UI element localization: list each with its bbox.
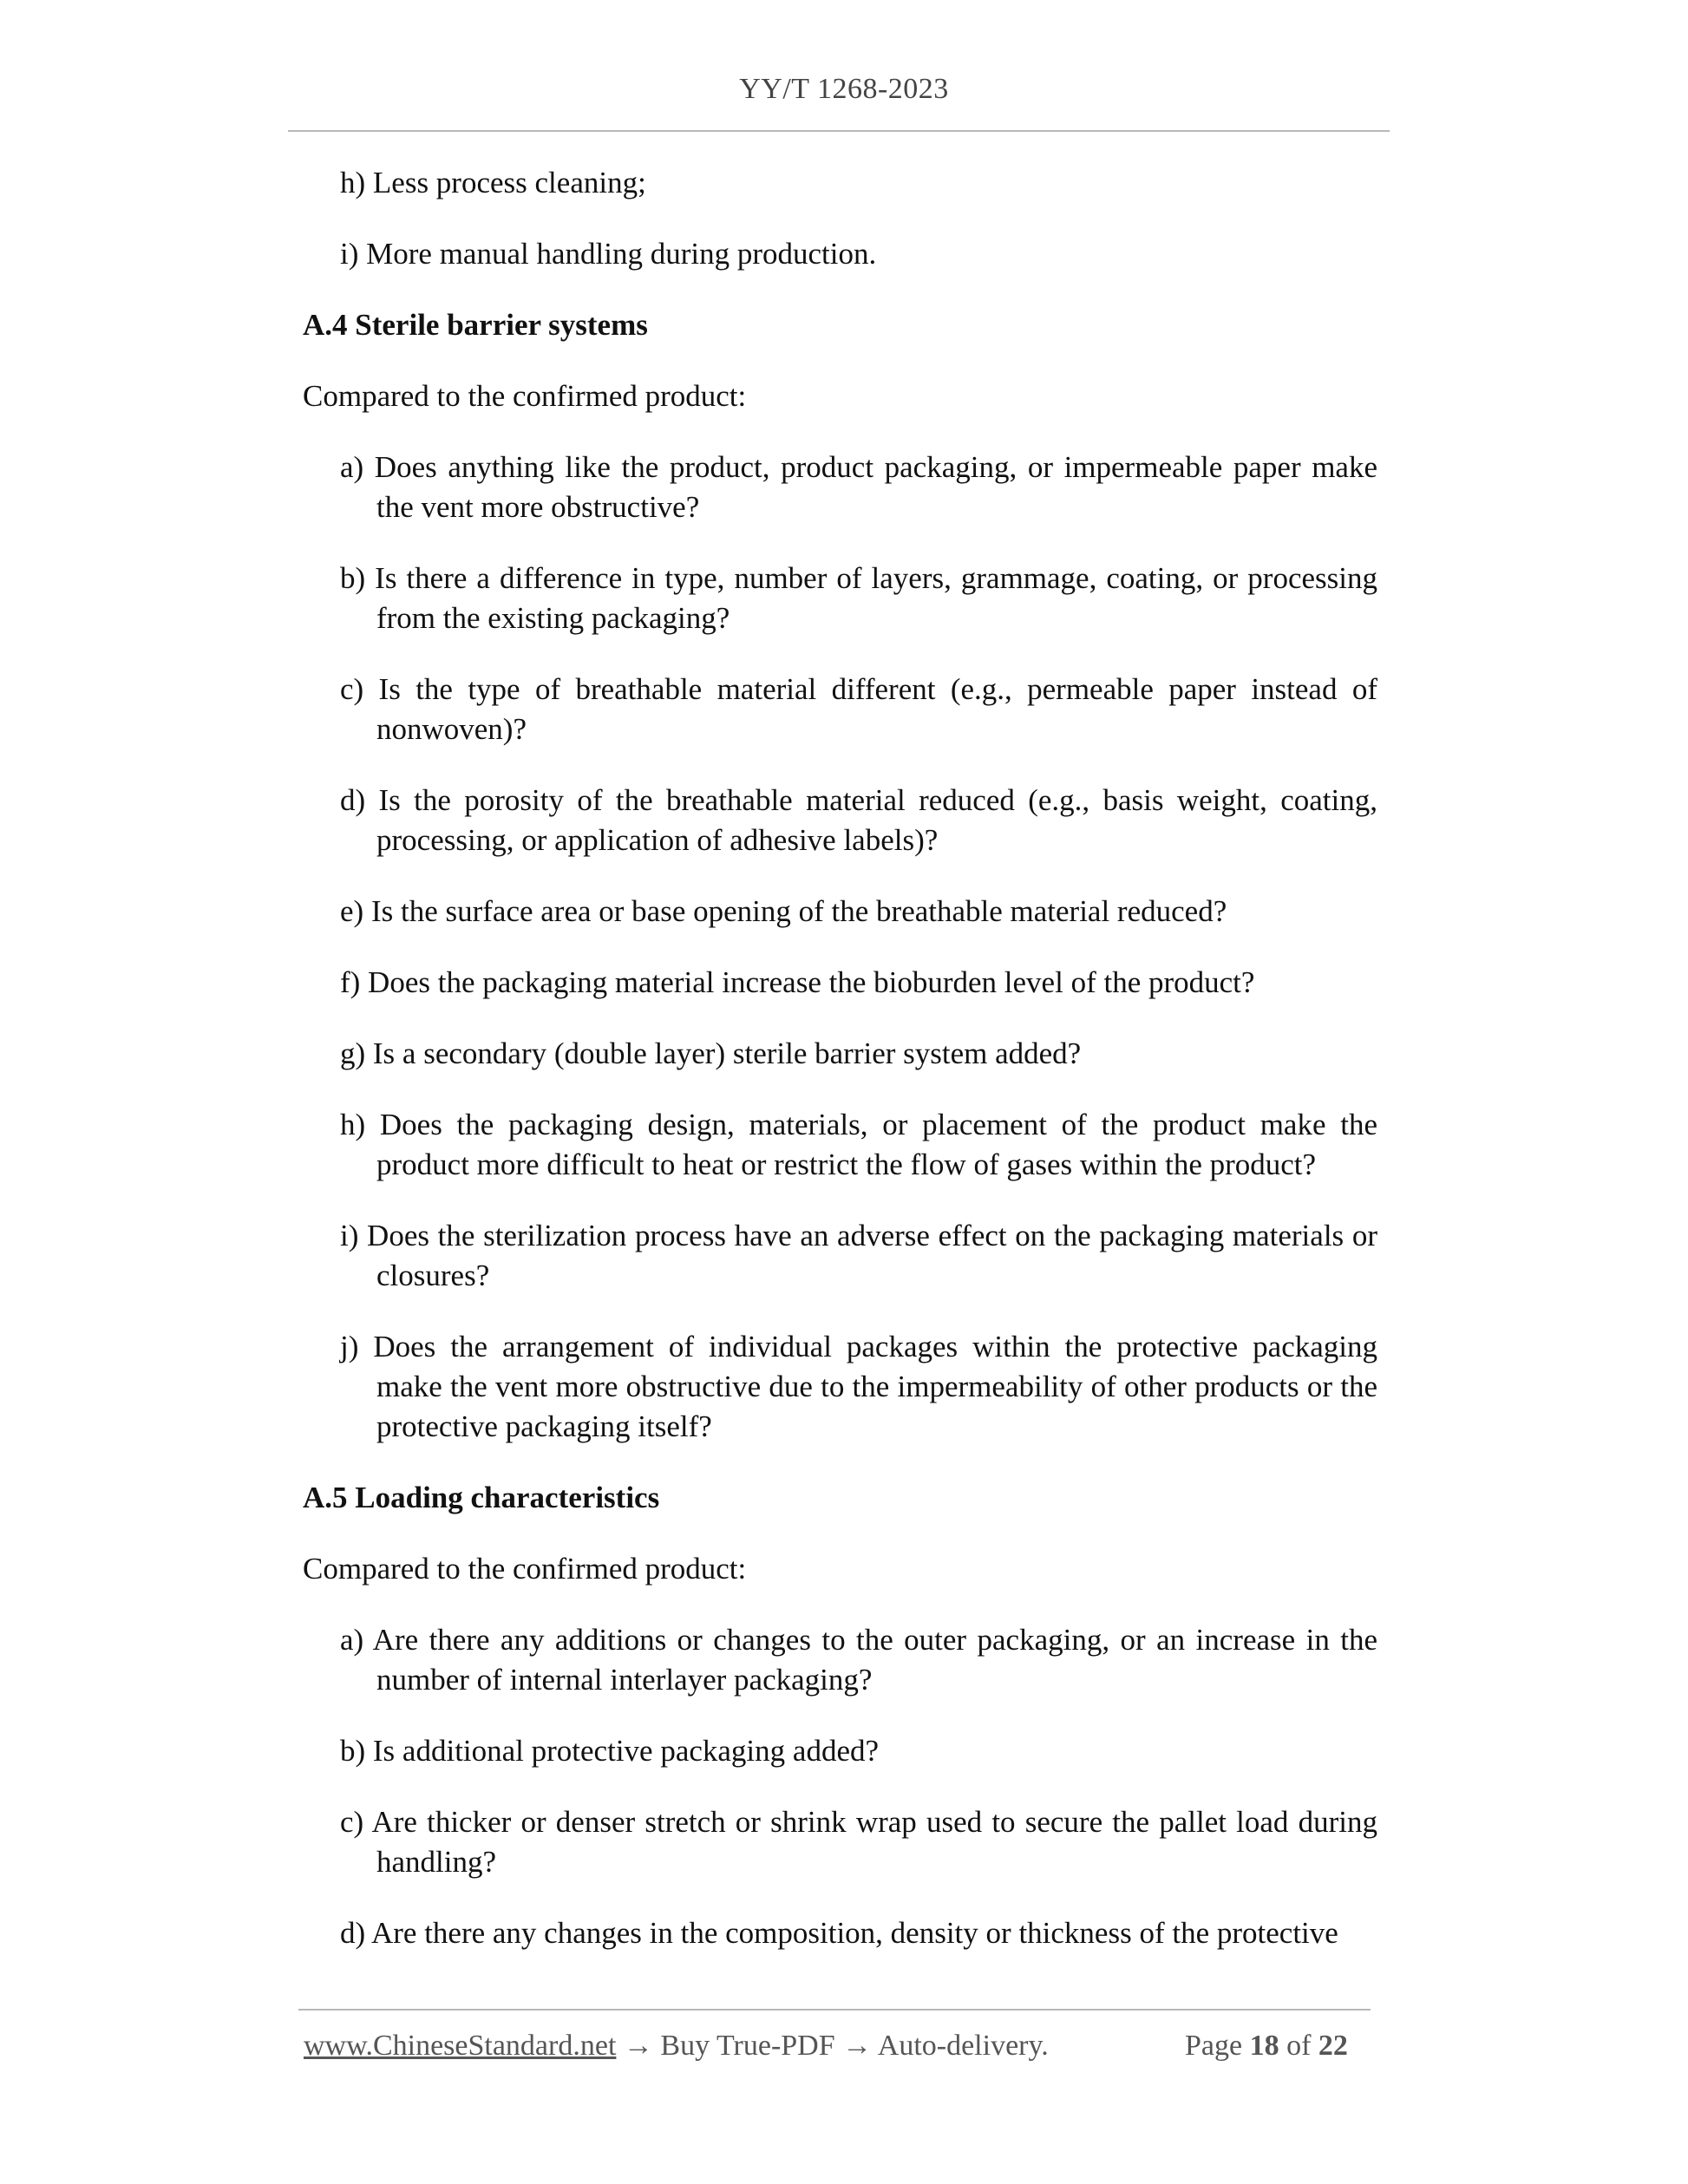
list-item: b) Is additional protective packaging added? [340, 1734, 880, 1768]
header-divider [288, 130, 1390, 132]
list-item: c) Are thicker or denser stretch or shrink wrap used to secure the pallet load during handling? [340, 1805, 1377, 1879]
list-item: g) Is a secondary (double layer) sterile barrier system added? [340, 1036, 1082, 1070]
list-item: e) Is the surface area or base opening of the breathable material reduced? [340, 894, 1227, 928]
auto-delivery-text: Auto-delivery. [877, 2030, 1049, 2062]
of-label: of [1286, 2030, 1312, 2062]
footer-divider [298, 2009, 1371, 2011]
list-item: i) More manual handling during production. [340, 237, 877, 271]
document-body [303, 163, 1377, 1985]
list-item: a) Are there any additions or changes to the outer packaging, or an increase in the number of internal interlayer packaging? [340, 1623, 1377, 1697]
list-item: j) Does the arrangement of individual packages within the protective packaging make the vent more obstructive due to the impermeability of other products or the protective packaging itself? [340, 1330, 1377, 1443]
list-item: b) Is there a difference in type, number of layers, grammage, coating, or processing from the existing packaging? [340, 561, 1377, 635]
arrow-right-icon: → [842, 2030, 873, 2062]
list-item: h) Does the packaging design, materials, or placement of the product make the product more difficult to heat or restrict the flow of gases within the product? [340, 1108, 1377, 1181]
document-header-title: YY/T 1268-2023 [739, 73, 949, 105]
list-item: c) Is the type of breathable material different (e.g., permeable paper instead of nonwoven)? [340, 672, 1377, 746]
list-item: d) Are there any changes in the composition, density or thickness of the protective [340, 1916, 1338, 1950]
footer-promo [304, 2030, 1049, 2063]
list-item: d) Is the porosity of the breathable material reduced (e.g., basis weight, coating, processing, or application of adhesive labels)? [340, 783, 1377, 857]
list-item: a) Does anything like the product, product packaging, or impermeable paper make the vent more obstructive? [340, 450, 1377, 524]
total-pages: 22 [1318, 2030, 1348, 2062]
section-intro-a5: Compared to the confirmed product: [303, 1552, 747, 1586]
page-label: Page [1185, 2030, 1243, 2062]
page-indicator [1185, 2030, 1348, 2063]
list-item: i) Does the sterilization process have an adverse effect on the packaging materials or closures? [340, 1219, 1377, 1292]
section-heading-a5: A.5 Loading characteristics [303, 1481, 660, 1514]
section-heading-a4: A.4 Sterile barrier systems [303, 308, 648, 342]
buy-pdf-text: Buy True-PDF [660, 2030, 835, 2062]
section-intro-a4: Compared to the confirmed product: [303, 379, 747, 413]
arrow-right-icon: → [623, 2030, 653, 2062]
list-item: f) Does the packaging material increase the bioburden level of the product? [340, 965, 1255, 999]
page-number: 18 [1249, 2030, 1279, 2062]
list-item: h) Less process cleaning; [340, 166, 646, 199]
website-link[interactable]: www.ChineseStandard.net [304, 2030, 617, 2062]
